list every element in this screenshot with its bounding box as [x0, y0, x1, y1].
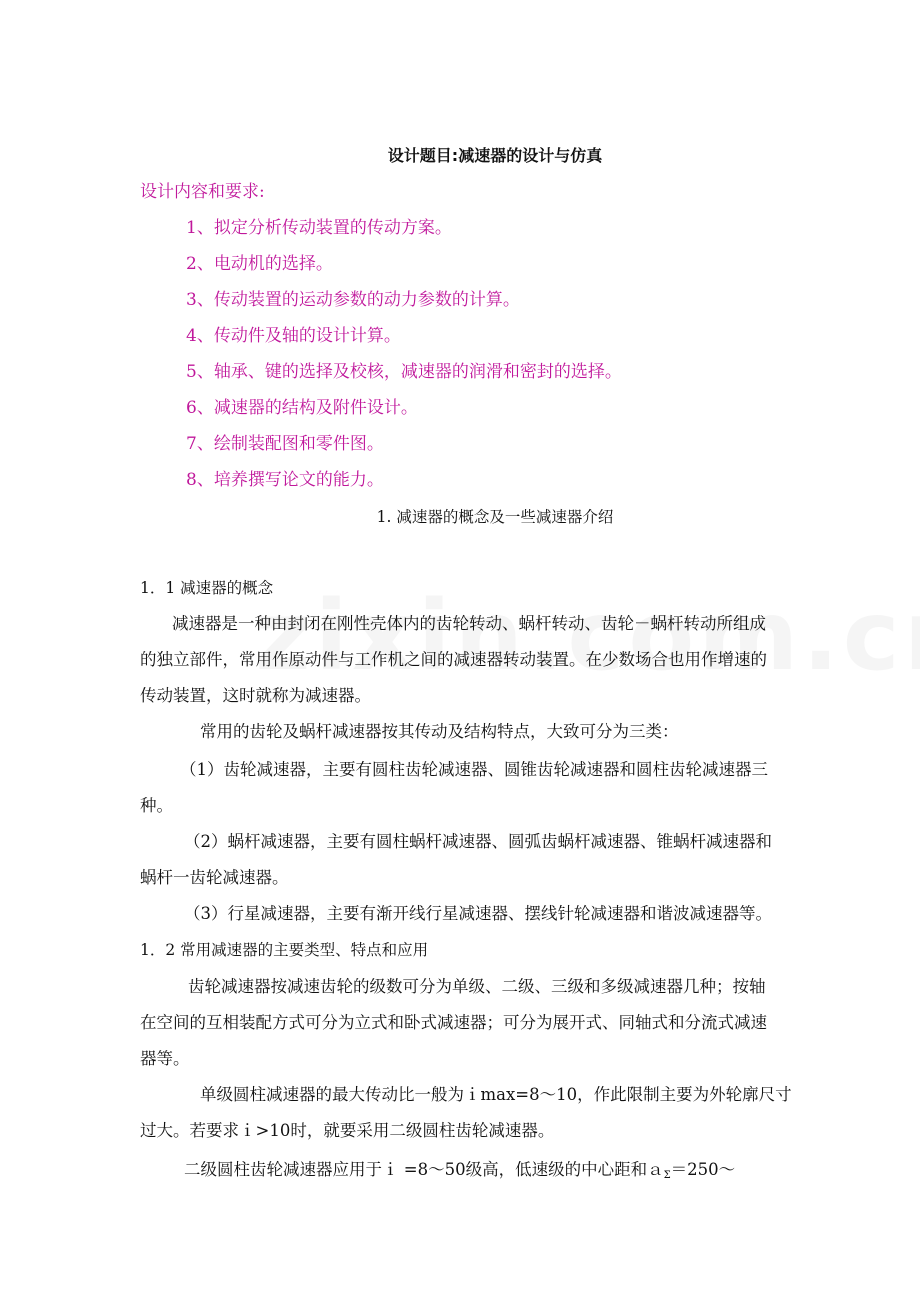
- paragraph-line: （1）齿轮减速器，主要有圆柱齿轮减速器、圆锥齿轮减速器和圆柱齿轮减速器三: [180, 760, 768, 779]
- requirement-item: 1、拟定分析传动装置的传动方案。: [186, 218, 452, 238]
- paragraph-line: 过大。若要求ｉ>10时，就要采用二级圆柱齿轮减速器。: [140, 1121, 555, 1140]
- document-title: 设计题目:减速器的设计与仿真: [387, 146, 603, 165]
- subsection-heading: 1．2 常用减速器的主要类型、特点和应用: [140, 941, 429, 959]
- paragraph-text: ＝250～: [670, 1160, 736, 1179]
- paragraph-line: （2）蜗杆减速器，主要有圆柱蜗杆减速器、圆弧齿蜗杆减速器、锥蜗杆减速器和: [184, 832, 772, 851]
- requirement-item: 2、电动机的选择。: [186, 254, 333, 274]
- requirement-item: 4、传动件及轴的设计计算。: [186, 326, 401, 346]
- paragraph-line: 传动装置，这时就称为减速器。: [140, 686, 371, 705]
- requirement-item: 8、培养撰写论文的能力。: [186, 470, 384, 490]
- paragraph-line: [184, 1160, 735, 1186]
- requirements-heading: 设计内容和要求:: [140, 182, 265, 202]
- requirement-item: 6、减速器的结构及附件设计。: [186, 398, 418, 418]
- paragraph-text: 二级圆柱齿轮减速器应用于ｉ =8～50级高，低速级的中心距和ａ: [184, 1160, 664, 1179]
- section-heading: 1. 减速器的概念及一些减速器介绍: [376, 508, 614, 526]
- paragraph-line: 种。: [140, 796, 173, 815]
- paragraph-line: 在空间的互相装配方式可分为立式和卧式减速器；可分为展开式、同轴式和分流式减速: [140, 1013, 767, 1032]
- requirement-item: 3、传动装置的运动参数的动力参数的计算。: [186, 290, 520, 310]
- watermark: [255, 580, 920, 692]
- subsection-heading: 1．1 减速器的概念: [140, 579, 274, 597]
- requirement-item: 7、绘制装配图和零件图。: [186, 434, 384, 454]
- paragraph-line: 的独立部件，常用作原动件与工作机之间的减速器转动装置。在少数场合也用作增速的: [140, 650, 767, 669]
- sigma-subscript: Σ: [663, 1170, 671, 1181]
- paragraph-line: 齿轮减速器按减速齿轮的级数可分为单级、二级、三级和多级减速器几种；按轴: [188, 977, 766, 996]
- paragraph-line: 器等。: [140, 1049, 190, 1068]
- paragraph-line: 蜗杆一齿轮减速器。: [140, 868, 289, 887]
- requirement-item: 5、轴承、键的选择及校核，减速器的润滑和密封的选择。: [186, 362, 622, 382]
- paragraph-line: （3）行星减速器，主要有渐开线行星减速器、摆线针轮减速器和谐波减速器等。: [184, 904, 772, 923]
- paragraph-line: 常用的齿轮及蜗杆减速器按其传动及结构特点，大致可分为三类：: [200, 722, 679, 741]
- paragraph-line: 单级圆柱减速器的最大传动比一般为ｉmax=8～10，作此限制主要为外轮廓尺寸: [200, 1085, 792, 1104]
- paragraph-line: 减速器是一种由封闭在刚性壳体内的齿轮转动、蜗杆转动、齿轮－蜗杆转动所组成: [172, 614, 766, 633]
